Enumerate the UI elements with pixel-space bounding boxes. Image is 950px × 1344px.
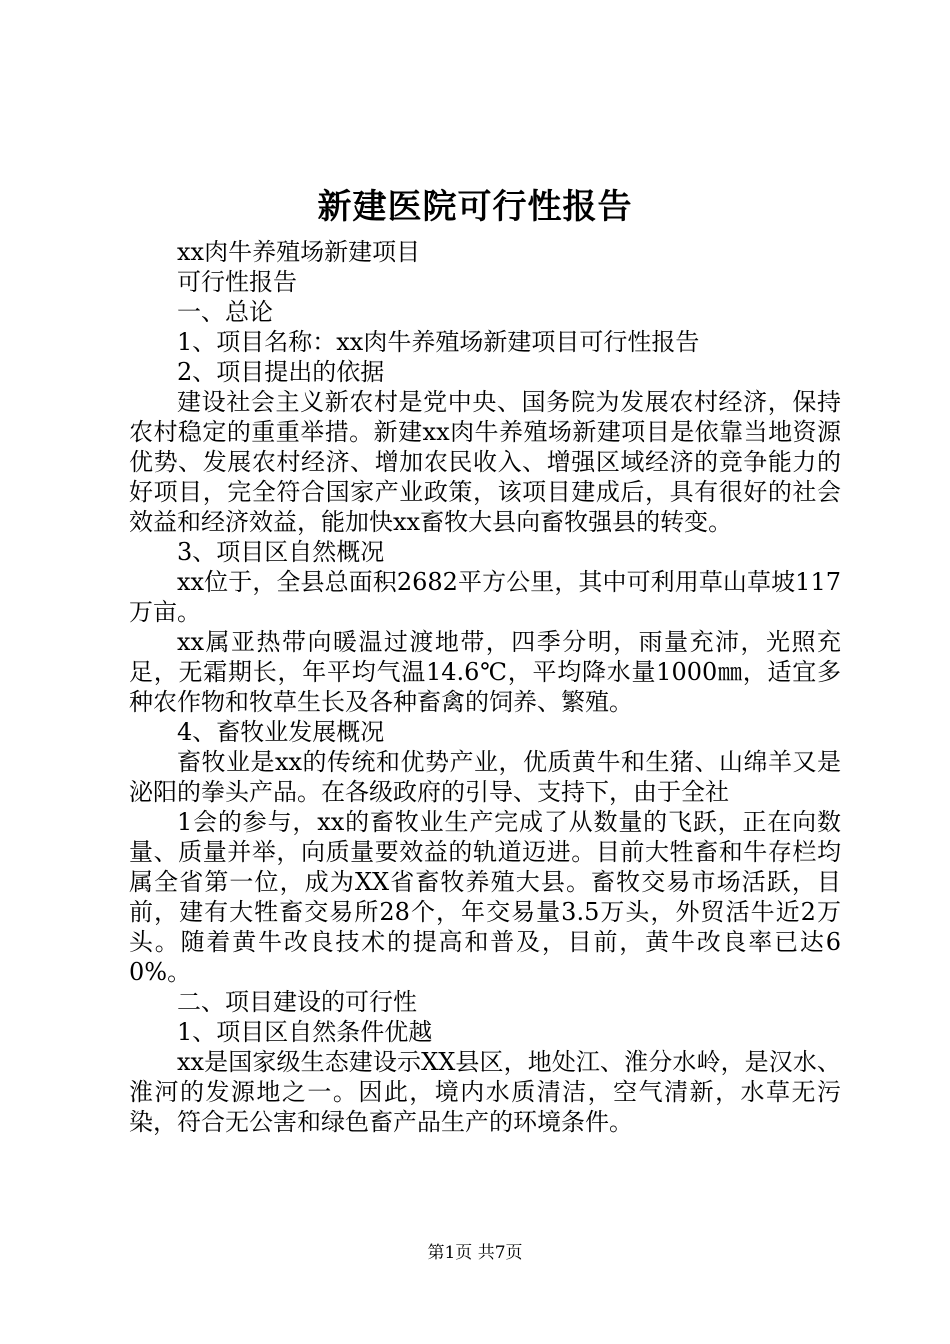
section-heading-overview: 一、总论 [177, 298, 273, 326]
document-body [129, 237, 841, 1137]
document-title: 新建医院可行性报告 [317, 187, 633, 227]
paragraph-item-name: 1、项目名称：xx肉牛养殖场新建项目可行性报告 [177, 328, 700, 356]
paragraph-project-name: xx肉牛养殖场新建项目 [177, 238, 421, 266]
page-footer: 第1页 共7页 [427, 1243, 523, 1263]
paragraph-heading-nature: 3、项目区自然概况 [177, 538, 385, 566]
paragraph-basis-text: 建设社会主义新农村是党中央、国务院为发展农村经济，保持农村稳定的重重举措。新建xx肉牛养殖场新建项目是依靠当地资源优势、发展农村经济、增加农民收入、增强区域经济的竞争能力的好项目，完全符合国家产业政策，该项目建成后，具有很好的社会效益和经济效益，能加快xx畜牧大县向畜牧强县的转变。 [129, 388, 841, 536]
paragraph-report-label: 可行性报告 [177, 268, 297, 296]
paragraph-heading-basis: 2、项目提出的依据 [177, 358, 385, 386]
section-heading-feasibility: 二、项目建设的可行性 [177, 988, 417, 1016]
paragraph-livestock-continued: 1会的参与，xx的畜牧业生产完成了从数量的飞跃，正在向数量、质量并举，向质量要效益的轨道迈进。目前大牲畜和牛存栏均属全省第一位，成为XX省畜牧养殖大县。畜牧交易市场活跃，目前，建有大牲畜交易所28个，年交易量3.5万头，外贸活牛近2万头。随着黄牛改良技术的提高和普及，目前，黄牛改良率已达60%。 [129, 808, 841, 986]
paragraph-heading-livestock: 4、畜牧业发展概况 [177, 718, 385, 746]
paragraph-livestock-text: 畜牧业是xx的传统和优势产业，优质黄牛和生猪、山绵羊又是泌阳的拳头产品。在各级政府的引导、支持下，由于全社 [129, 748, 841, 806]
paragraph-heading-conditions: 1、项目区自然条件优越 [177, 1018, 433, 1046]
paragraph-area-text: xx位于，全县总面积2682平方公里，其中可利用草山草坡117万亩。 [129, 568, 841, 626]
paragraph-conditions-text: xx是国家级生态建设示XX县区，地处江、淮分水岭，是汉水、淮河的发源地之一。因此，境内水质清洁，空气清新，水草无污染，符合无公害和绿色畜产品生产的环境条件。 [129, 1048, 841, 1136]
paragraph-climate-text: xx属亚热带向暖温过渡地带，四季分明，雨量充沛，光照充足，无霜期长，年平均气温14.6℃，平均降水量1000㎜，适宜多种农作物和牧草生长及各种畜禽的饲养、繁殖。 [129, 628, 841, 716]
